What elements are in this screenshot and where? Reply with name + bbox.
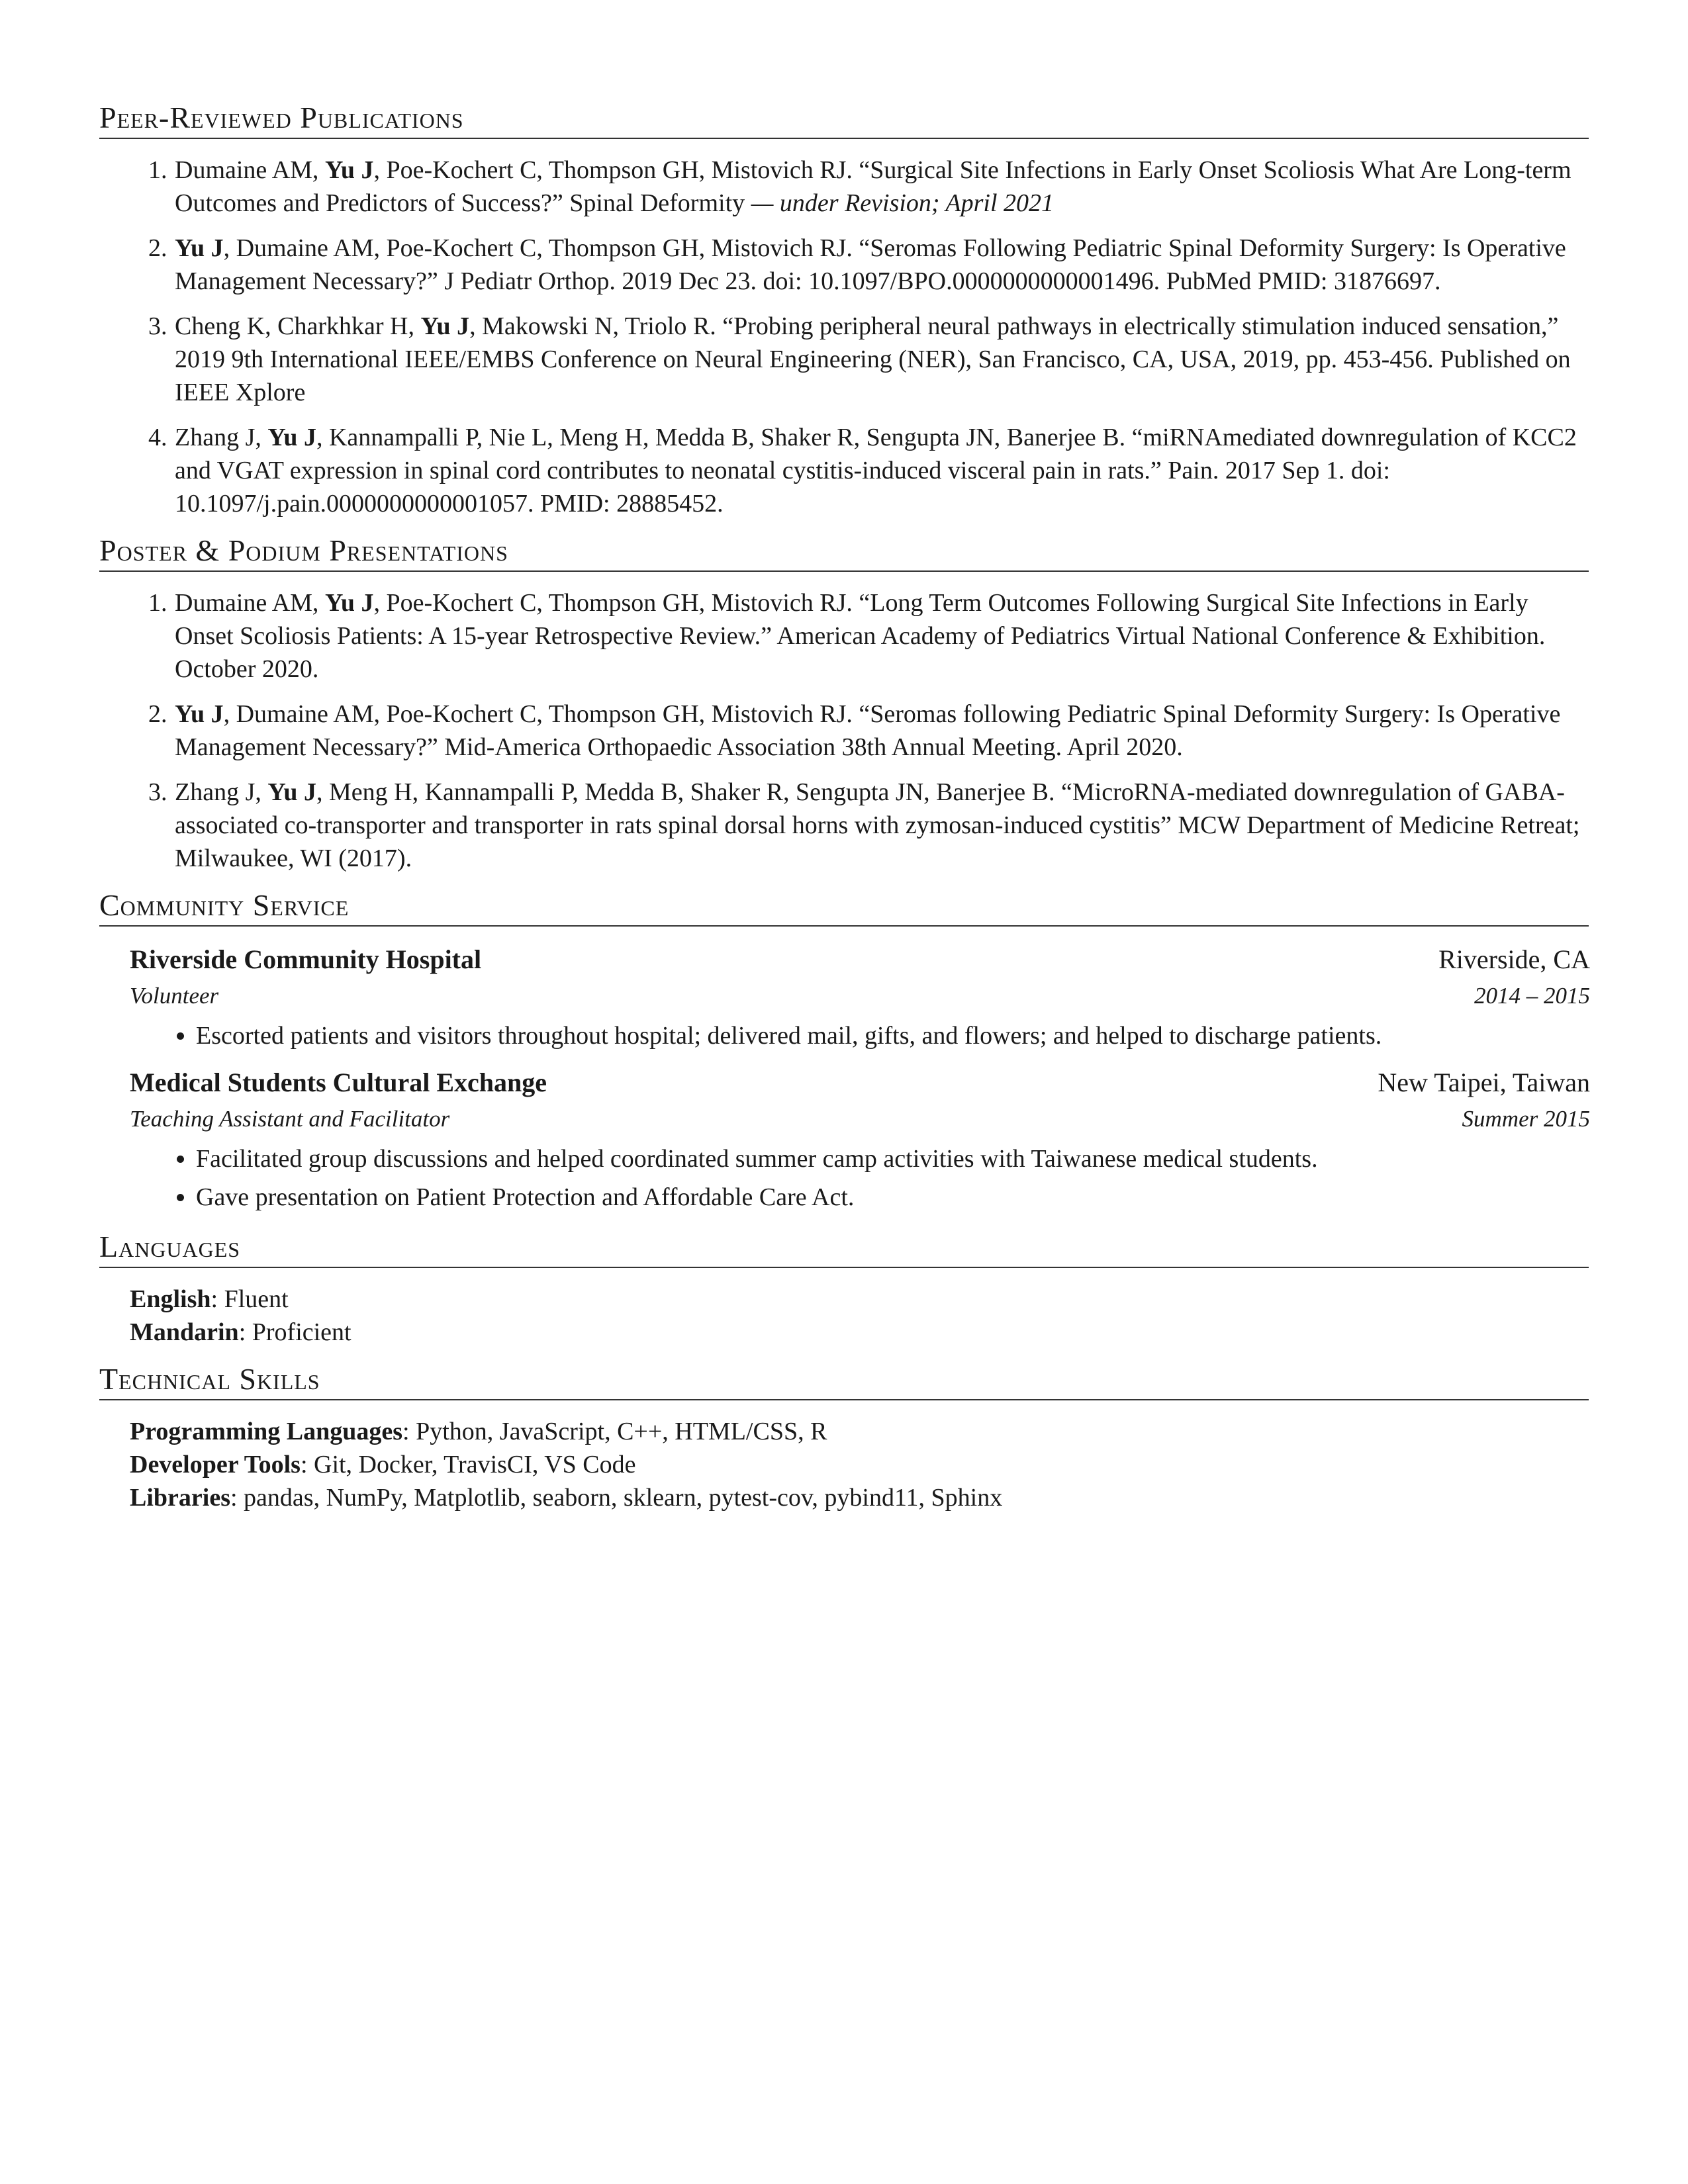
skill-row [130, 1448, 1589, 1481]
author-highlight: Yu J [267, 778, 316, 806]
author-highlight: Yu J [175, 234, 224, 262]
skill-category: Libraries [130, 1484, 230, 1512]
presentations-list [99, 586, 1589, 875]
skills-heading: Technical Skills [99, 1361, 1589, 1400]
list-item: 2. Yu J, Dumaine AM, Poe-Kochert C, Thompson GH, Mistovich RJ. “Seromas following Pediatric Spinal Deformity Surgery: Is Operative Management Necessary?” Mid-America Orthopaedic Association 38th Annual Meeting. April 2020. [173, 698, 1589, 764]
skills-section [99, 1361, 1589, 1514]
list-item: 3. Cheng K, Charkhkar H, Yu J, Makowski N, Triolo R. “Probing peripheral neural pathways in electrically stimulation induced sensation,” 2019 9th International IEEE/EMBS Conference on Neural Engineering (NER), San Francisco, CA, USA, 2019, pp. 453-456. Published on IEEE Xplore [173, 310, 1589, 409]
language-name: English [130, 1285, 211, 1313]
author-highlight: Yu J [175, 700, 224, 728]
list-item: • Escorted patients and visitors throughout hospital; delivered mail, gifts, and flowers; and helped to discharge patients. [196, 1017, 1589, 1055]
organization-name: Riverside Community Hospital [130, 944, 482, 974]
list-item: • Facilitated group discussions and helped coordinated summer camp activities with Taiwanese medical students. [196, 1140, 1589, 1178]
role-title: Teaching Assistant and Facilitator [130, 1106, 450, 1132]
community-entry [130, 1064, 1589, 1216]
skill-list: : pandas, NumPy, Matplotlib, seaborn, sklearn, pytest-cov, pybind11, Sphinx [230, 1484, 1003, 1512]
community-heading: Community Service [99, 887, 1589, 927]
list-item: 3. Zhang J, Yu J, Meng H, Kannampalli P, Medda B, Shaker R, Sengupta JN, Banerjee B. “MicroRNA-mediated downregulation of GABA-associated co-transporter and transporter in rats spinal dorsal horns with zymosan-induced cystitis” MCW Department of Medicine Retreat; Milwaukee, WI (2017). [173, 776, 1589, 875]
skill-row [130, 1415, 1589, 1448]
list-item: 1. Dumaine AM, Yu J, Poe-Kochert C, Thompson GH, Mistovich RJ. “Long Term Outcomes Following Surgical Site Infections in Early Onset Scoliosis Patients: A 15-year Retrospective Review.” American Academy of Pediatrics Virtual National Conference & Exhibition. October 2020. [173, 586, 1589, 686]
language-row [130, 1283, 1589, 1316]
date-range: Summer 2015 [1462, 1106, 1590, 1132]
skill-list: : Python, JavaScript, C++, HTML/CSS, R [402, 1418, 827, 1445]
presentations-section [99, 532, 1589, 875]
language-name: Mandarin [130, 1318, 239, 1346]
date-range: 2014 – 2015 [1474, 983, 1590, 1009]
community-section [99, 887, 1589, 1216]
author-highlight: Yu J [324, 589, 374, 617]
presentations-heading: Poster & Podium Presentations [99, 532, 1589, 572]
languages-section [99, 1228, 1589, 1349]
community-entry [130, 941, 1589, 1055]
languages-heading: Languages [99, 1228, 1589, 1268]
skill-list: : Git, Docker, TravisCI, VS Code [300, 1451, 636, 1479]
skill-category: Programming Languages [130, 1418, 403, 1445]
language-row [130, 1316, 1589, 1349]
author-highlight: Yu J [324, 156, 374, 184]
publications-list [99, 154, 1589, 520]
role-title: Volunteer [130, 983, 219, 1009]
publications-heading: Peer-Reviewed Publications [99, 99, 1589, 139]
list-item: 1. Dumaine AM, Yu J, Poe-Kochert C, Thompson GH, Mistovich RJ. “Surgical Site Infections in Early Onset Scoliosis What Are Long-term Outcomes and Predictors of Success?” Spinal Deformity — under Revision; April 2021 [173, 154, 1589, 220]
list-item: 2. Yu J, Dumaine AM, Poe-Kochert C, Thompson GH, Mistovich RJ. “Seromas Following Pediatric Spinal Deformity Surgery: Is Operative Management Necessary?” J Pediatr Orthop. 2019 Dec 23. doi: 10.1097/BPO.0000000000001496. PubMed PMID: 31876697. [173, 232, 1589, 298]
author-highlight: Yu J [267, 424, 316, 451]
skill-row [130, 1481, 1589, 1514]
author-highlight: Yu J [420, 312, 470, 340]
organization-name: Medical Students Cultural Exchange [130, 1068, 547, 1097]
organization-location: Riverside, CA [1438, 944, 1590, 974]
organization-location: New Taipei, Taiwan [1378, 1068, 1590, 1097]
duties-list [130, 1017, 1589, 1055]
list-item: 4. Zhang J, Yu J, Kannampalli P, Nie L, Meng H, Medda B, Shaker R, Sengupta JN, Banerjee B. “miRNAmediated downregulation of KCC2 and VGAT expression in spinal cord contributes to neonatal cystitis-induced visceral pain in rats.” Pain. 2017 Sep 1. doi: 10.1097/j.pain.0000000000001057. PMID: 28885452. [173, 421, 1589, 520]
skill-category: Developer Tools [130, 1451, 301, 1479]
resume-page [99, 99, 1589, 1526]
publications-section [99, 99, 1589, 520]
language-level: : Fluent [211, 1285, 289, 1313]
language-level: : Proficient [238, 1318, 352, 1346]
list-item: • Gave presentation on Patient Protection and Affordable Care Act. [196, 1178, 1589, 1216]
revision-note: — under Revision; April 2021 [751, 189, 1054, 217]
duties-list [130, 1140, 1589, 1216]
